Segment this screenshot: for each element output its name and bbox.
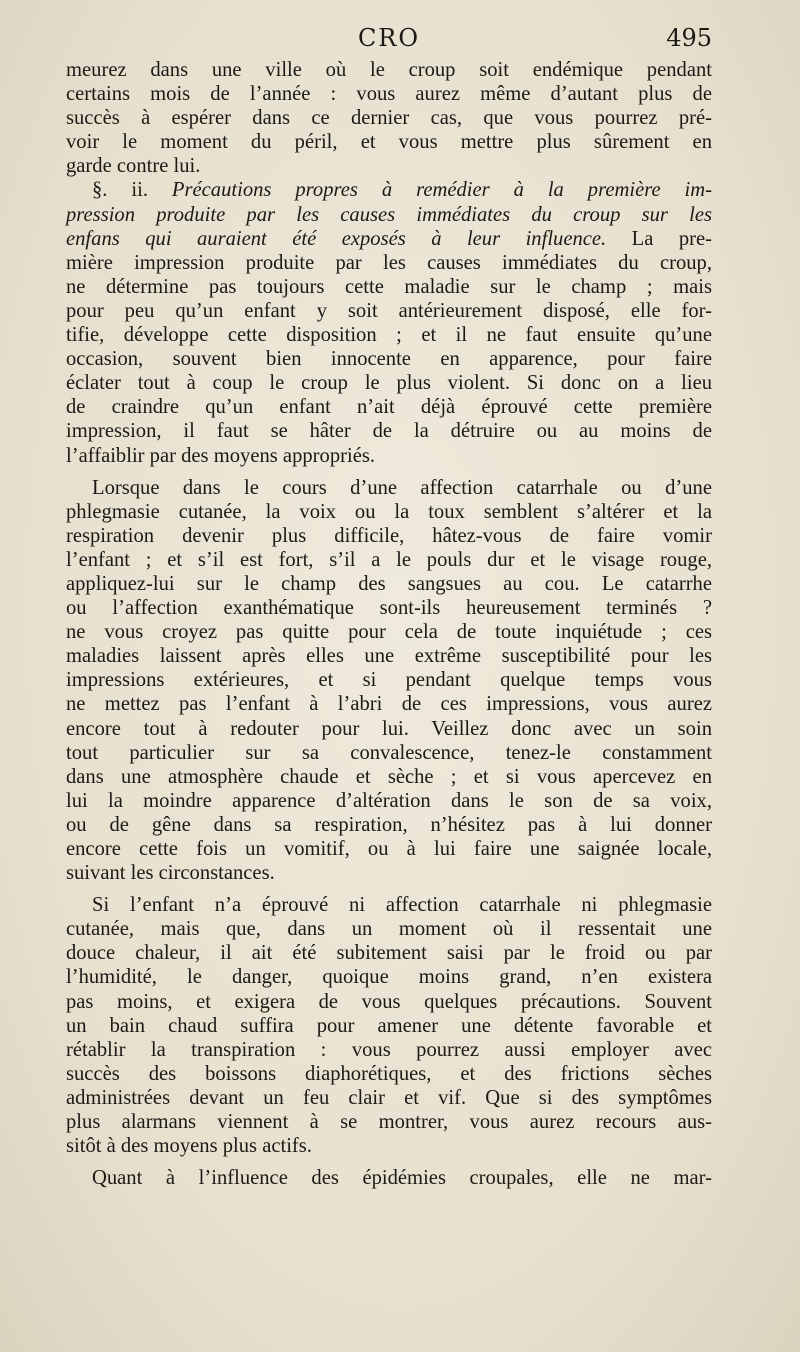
page-number: 495: [666, 24, 712, 52]
running-title: CRO: [357, 24, 421, 52]
text-line: tout particulier sur sa convalescence, tenez-le constamment: [66, 741, 712, 764]
text-line: un bain chaud suffira pour amener une détente favorable et: [66, 1014, 712, 1037]
text-line: cutanée, mais que, dans un moment où il ressentait une: [66, 918, 712, 941]
text-line: maladies laissent après elles une extrême susceptibilité pour les: [66, 645, 712, 668]
text-line: phlegmasie cutanée, la voix ou la toux semblent s’altérer et la: [66, 500, 712, 523]
text-line: ou de gêne dans sa respiration, n’hésitez pas à lui donner: [66, 813, 712, 836]
text-line: impressions extérieures, et si pendant quelque temps vous: [66, 669, 712, 692]
text-line: ne vous croyez pas quitte pour cela de toute inquiétude ; ces: [66, 621, 712, 644]
text-line: ne détermine pas toujours cette maladie sur le champ ; mais: [66, 275, 712, 298]
text-line: ou l’affection exanthématique sont-ils heureusement terminés ?: [66, 597, 712, 620]
text-line: encore tout à redouter pour lui. Veillez donc avec un soin: [66, 717, 712, 740]
text-line: lui la moindre apparence d’altération dans le son de sa voix,: [66, 789, 712, 812]
text-line: plus alarmans viennent à se montrer, vous aurez recours aus-: [66, 1111, 712, 1134]
body-text: [66, 58, 712, 1190]
text-line: l’enfant ; et s’il est fort, s’il a le pouls dur et le visage rouge,: [66, 548, 712, 571]
text-line: succès des boissons diaphorétiques, et des frictions sèches: [66, 1062, 712, 1085]
text-line: occasion, souvent bien innocente en apparence, pour faire: [66, 348, 712, 371]
text-line: pour peu qu’un enfant y soit antérieurement disposé, elle for-: [66, 299, 712, 322]
text-line: respiration devenir plus difficile, hâtez-vous de faire vomir: [66, 524, 712, 547]
section-number: §. ii.: [92, 179, 172, 202]
text-line: appliquez-lui sur le champ des sangsues au cou. Le catarrhe: [66, 572, 712, 595]
text-line: succès à espérer dans ce dernier cas, que vous pourrez pré-: [66, 107, 712, 130]
section-title-line: pression produite par les causes immédiates du croup sur les: [66, 203, 712, 226]
text-line: Lorsque dans le cours d’une affection catarrhale ou d’une: [92, 476, 712, 499]
text-fragment: La pre-: [606, 227, 712, 250]
text-line: tifie, développe cette disposition ; et il ne faut ensuite qu’une: [66, 324, 712, 347]
page-header: [66, 24, 712, 54]
text-line: l’humidité, le danger, quoique moins grand, n’en existera: [66, 966, 712, 989]
text-line: pas moins, et exigera de vous quelques précautions. Souvent: [66, 990, 712, 1013]
text-line: Quant à l’influence des épidémies croupales, elle ne mar-: [92, 1167, 712, 1190]
text-line: administrées devant un feu clair et vif. Que si des symptômes: [66, 1086, 712, 1109]
text-line: rétablir la transpiration : vous pourrez aussi employer avec: [66, 1038, 712, 1061]
text-line: l’affaiblir par des moyens appropriés.: [66, 444, 375, 467]
text-line: Si l’enfant n’a éprouvé ni affection catarrhale ni phlegmasie: [92, 894, 712, 917]
text-line: dans une atmosphère chaude et sèche ; et si vous apercevez en: [66, 765, 712, 788]
text-line: garde contre lui.: [66, 155, 201, 178]
text-line: meurez dans une ville où le croup soit endémique pendant: [66, 59, 712, 81]
text-line: ne mettez pas l’enfant à l’abri de ces impressions, vous aurez: [66, 693, 712, 716]
section-title-part: enfans qui auraient été exposés à leur influence.: [66, 227, 607, 250]
text-line: mière impression produite par les causes immédiates du croup,: [66, 251, 712, 274]
text-line: sitôt à des moyens plus actifs.: [66, 1135, 312, 1158]
text-line: certains mois de l’année : vous aurez même d’autant plus de: [66, 83, 712, 106]
text-line: de craindre qu’un enfant n’ait déjà éprouvé cette première: [66, 396, 712, 419]
text-line: suivant les circonstances.: [66, 862, 275, 885]
section-title-part: Précautions propres à remédier à la première im-: [171, 179, 712, 202]
text-line: voir le moment du péril, et vous mettre plus sûrement en: [66, 131, 712, 154]
text-line: douce chaleur, il ait été subitement saisi par le froid ou par: [66, 942, 712, 965]
text-line: impression, il faut se hâter de la détruire ou au moins de: [66, 420, 712, 443]
text-line: éclater tout à coup le croup le plus violent. Si donc on a lieu: [66, 372, 712, 395]
section-title-line: [66, 227, 712, 251]
text-line: encore cette fois un vomitif, ou à lui faire une saignée locale,: [66, 838, 712, 860]
section-heading-line: [66, 178, 712, 202]
